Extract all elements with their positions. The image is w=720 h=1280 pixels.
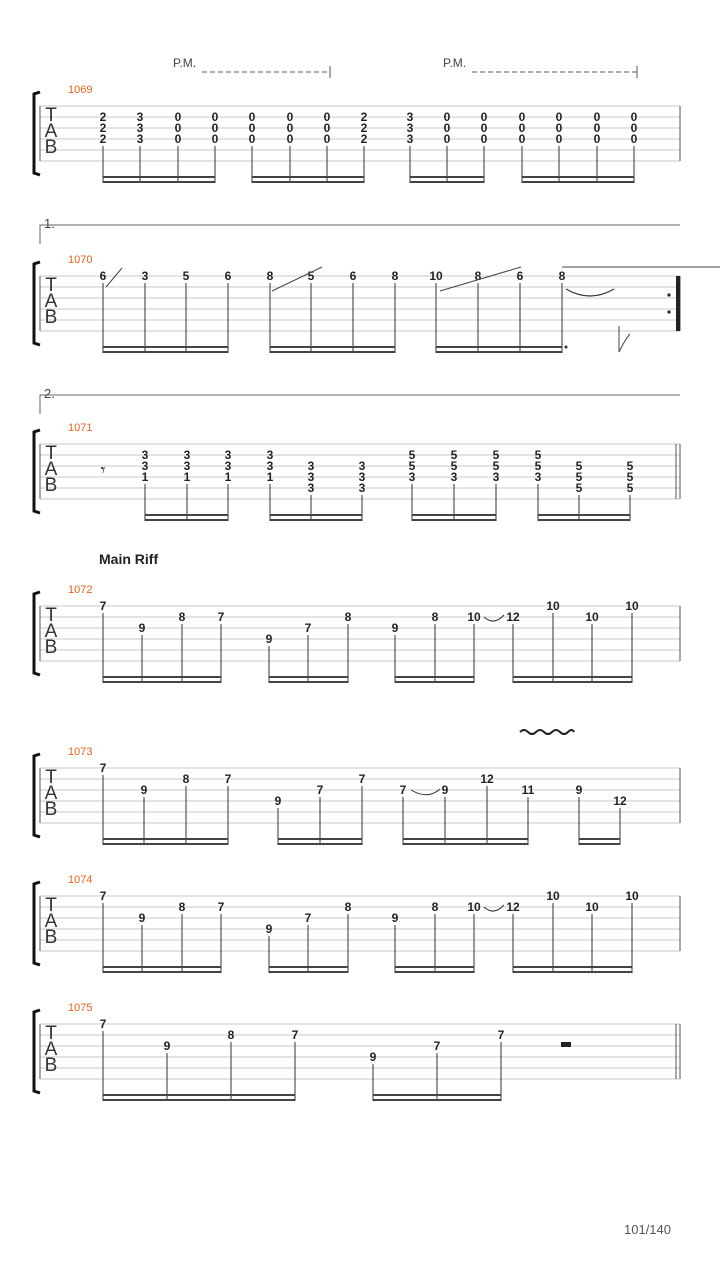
beam	[412, 514, 496, 516]
fret-number: 0	[593, 132, 601, 146]
beam	[252, 176, 364, 178]
volta-bracket	[40, 395, 680, 414]
fret-number: 2	[99, 121, 107, 135]
fret-number: 7	[99, 599, 107, 613]
tab-clef-letter: A	[44, 459, 58, 480]
fret-number: 3	[408, 470, 416, 484]
tab-clef-letter: B	[44, 307, 58, 328]
fret-number: 0	[248, 121, 256, 135]
fret-number: 7	[217, 610, 225, 624]
fret-number: 8	[178, 900, 186, 914]
fret-number: 3	[183, 459, 191, 473]
fret-number: 5	[534, 448, 542, 462]
fret-number: 0	[174, 110, 182, 124]
beam	[103, 681, 221, 683]
fret-number: 3	[183, 448, 191, 462]
fret-number: 8	[344, 610, 352, 624]
beam	[278, 838, 362, 840]
beam	[269, 676, 348, 678]
fret-number: 3	[136, 110, 144, 124]
fret-number: 3	[358, 459, 366, 473]
fret-number: 0	[286, 132, 294, 146]
fret-number: 5	[575, 470, 583, 484]
fret-number: 5	[408, 459, 416, 473]
fret-number: 7	[224, 772, 232, 786]
fret-number: 9	[274, 794, 282, 808]
beam	[103, 176, 215, 178]
fret-number: 3	[141, 448, 149, 462]
tab-system	[34, 422, 680, 521]
fret-number: 3	[307, 470, 315, 484]
fret-number: 0	[174, 121, 182, 135]
fret-number: 5	[534, 459, 542, 473]
fret-number: 7	[433, 1039, 441, 1053]
fret-number: 0	[480, 121, 488, 135]
measure-number: 1073	[68, 746, 93, 758]
fret-number: 2	[99, 132, 107, 146]
tab-clef-letter: T	[45, 767, 57, 788]
tab-clef-letter: B	[44, 1055, 58, 1076]
fret-number: 11	[521, 783, 535, 797]
tab-clef-letter: T	[45, 605, 57, 626]
system-bracket	[34, 92, 40, 175]
fret-number: 0	[211, 121, 219, 135]
fret-number: 3	[141, 459, 149, 473]
fret-number: 10	[585, 610, 599, 624]
fret-number: 10	[546, 599, 560, 613]
beam	[270, 519, 362, 521]
fret-number: 0	[555, 110, 563, 124]
beam	[252, 181, 364, 183]
fret-number: 0	[286, 121, 294, 135]
beam	[103, 843, 228, 845]
fret-number: 9	[138, 621, 146, 635]
fret-number: 9	[575, 783, 583, 797]
fret-number: 8	[558, 269, 566, 283]
beam	[513, 971, 632, 973]
page-number: 101/140	[624, 1222, 671, 1237]
measure-number: 1074	[68, 874, 93, 886]
fret-number: 8	[344, 900, 352, 914]
fret-number: 5	[626, 470, 634, 484]
tie-arc	[566, 289, 614, 296]
measure-number: 1071	[68, 422, 93, 434]
fret-number: 7	[497, 1028, 505, 1042]
beam	[395, 971, 474, 973]
fret-number: 0	[323, 132, 331, 146]
beam	[412, 519, 496, 521]
fret-number: 9	[265, 922, 273, 936]
fret-number: 5	[626, 481, 634, 495]
fret-number: 0	[630, 132, 638, 146]
fret-number: 3	[224, 459, 232, 473]
measure-number: 1075	[68, 1002, 93, 1014]
dot	[565, 346, 568, 349]
fret-number: 1	[224, 470, 232, 484]
measure-number: 1072	[68, 584, 93, 596]
fret-number: 0	[630, 121, 638, 135]
fret-number: 5	[492, 459, 500, 473]
fret-number: 5	[408, 448, 416, 462]
beam	[103, 346, 228, 348]
tab-clef-letter: T	[45, 1023, 57, 1044]
beam	[103, 1094, 295, 1096]
beam	[269, 966, 348, 968]
fret-number: 3	[266, 459, 274, 473]
fret-number: 0	[174, 132, 182, 146]
tab-clef-letter: A	[44, 291, 58, 312]
fret-number: 7	[99, 1017, 107, 1031]
beam	[579, 843, 620, 845]
fret-number: 8	[431, 610, 439, 624]
beam	[145, 514, 228, 516]
fret-number: 10	[625, 889, 639, 903]
fret-number: 8	[182, 772, 190, 786]
tab-clef-letter: B	[44, 637, 58, 658]
beam	[410, 176, 484, 178]
fret-number: 3	[534, 470, 542, 484]
fret-number: 12	[506, 610, 520, 624]
fret-number: 9	[391, 911, 399, 925]
fret-number: 1	[183, 470, 191, 484]
fret-number: 0	[323, 121, 331, 135]
fret-number: 3	[406, 110, 414, 124]
beam	[103, 351, 228, 353]
fret-number: 3	[224, 448, 232, 462]
fret-number: 8	[178, 610, 186, 624]
beam	[103, 1099, 295, 1101]
beam	[403, 838, 528, 840]
tab-clef-letter: A	[44, 621, 58, 642]
fret-number: 5	[182, 269, 190, 283]
volta-bracket	[40, 225, 680, 244]
beam	[436, 346, 562, 348]
tab-system	[34, 254, 680, 353]
fret-number: 7	[316, 783, 324, 797]
fret-number: 3	[307, 459, 315, 473]
tab-clef-letter: A	[44, 1039, 58, 1060]
tab-clef-letter: T	[45, 895, 57, 916]
beam	[270, 514, 362, 516]
beam	[270, 346, 395, 348]
fret-number: 3	[358, 481, 366, 495]
beam	[522, 176, 634, 178]
fret-number: 5	[575, 481, 583, 495]
fret-number: 0	[443, 121, 451, 135]
tab-clef-letter: T	[45, 275, 57, 296]
beam	[579, 838, 620, 840]
fret-number: 7	[99, 889, 107, 903]
beam	[103, 181, 215, 183]
fret-number: 12	[480, 772, 494, 786]
fret-number: 5	[307, 269, 315, 283]
fret-number: 7	[304, 621, 312, 635]
beam	[395, 681, 474, 683]
section-title: Main Riff	[99, 551, 159, 567]
fret-number: 8	[266, 269, 274, 283]
fret-number: 5	[450, 459, 458, 473]
system-bracket	[34, 262, 40, 345]
system-bracket	[34, 1010, 40, 1093]
fret-number: 7	[358, 772, 366, 786]
fret-number: 3	[266, 448, 274, 462]
slide-line	[106, 268, 122, 287]
tab-system	[34, 746, 680, 845]
fret-number: 7	[99, 761, 107, 775]
fret-number: 5	[450, 448, 458, 462]
fret-number: 9	[369, 1050, 377, 1064]
beam	[513, 966, 632, 968]
measure-number: 1070	[68, 254, 93, 266]
tab-system	[34, 84, 680, 183]
volta-first-ending: 1.	[44, 216, 55, 231]
fret-number: 0	[555, 132, 563, 146]
fret-number: 0	[248, 110, 256, 124]
palm-mute-label: P.M.	[443, 56, 467, 70]
fret-number: 3	[406, 132, 414, 146]
beam	[522, 181, 634, 183]
fret-number: 0	[518, 121, 526, 135]
fret-number: 9	[265, 632, 273, 646]
tab-clef-letter: B	[44, 137, 58, 158]
fret-number: 3	[406, 121, 414, 135]
tab-system	[34, 1002, 680, 1101]
fret-number: 10	[467, 900, 481, 914]
fret-number: 6	[516, 269, 524, 283]
fret-number: 2	[360, 121, 368, 135]
beam	[395, 966, 474, 968]
fret-number: 8	[474, 269, 482, 283]
beam	[513, 676, 632, 678]
beam	[538, 519, 630, 521]
fret-number: 7	[217, 900, 225, 914]
measure-number: 1069	[68, 84, 93, 96]
tab-system	[34, 584, 680, 683]
beam	[436, 351, 562, 353]
fret-number: 10	[546, 889, 560, 903]
fret-number: 0	[518, 132, 526, 146]
beam	[278, 843, 362, 845]
beam	[373, 1099, 501, 1101]
fret-number: 3	[307, 481, 315, 495]
note-flag	[619, 326, 630, 352]
fret-number: 3	[136, 132, 144, 146]
beam	[395, 676, 474, 678]
beam	[145, 519, 228, 521]
fret-number: 7	[399, 783, 407, 797]
hammer-on-arc	[484, 615, 504, 621]
fret-number: 6	[224, 269, 232, 283]
beam	[103, 966, 221, 968]
fret-number: 9	[140, 783, 148, 797]
tab-clef-letter: A	[44, 911, 58, 932]
system-bracket	[34, 592, 40, 675]
beam	[103, 676, 221, 678]
fret-number: 0	[211, 110, 219, 124]
fret-number: 0	[593, 110, 601, 124]
fret-number: 2	[360, 110, 368, 124]
fret-number: 0	[518, 110, 526, 124]
fret-number: 1	[266, 470, 274, 484]
beam	[103, 838, 228, 840]
fret-number: 3	[141, 269, 149, 283]
fret-number: 2	[360, 132, 368, 146]
half-rest-icon	[561, 1042, 571, 1047]
system-bracket	[34, 754, 40, 837]
tab-clef-letter: B	[44, 799, 58, 820]
fret-number: 0	[555, 121, 563, 135]
fret-number: 10	[585, 900, 599, 914]
fret-number: 0	[630, 110, 638, 124]
fret-number: 0	[593, 121, 601, 135]
tab-clef-letter: T	[45, 443, 57, 464]
eighth-rest-icon: 𝄾	[100, 460, 106, 481]
fret-number: 5	[492, 448, 500, 462]
beam	[410, 181, 484, 183]
beam	[373, 1094, 501, 1096]
system-bracket	[34, 430, 40, 513]
fret-number: 0	[443, 132, 451, 146]
beam	[103, 971, 221, 973]
fret-number: 3	[450, 470, 458, 484]
fret-number: 8	[431, 900, 439, 914]
beam	[403, 843, 528, 845]
fret-number: 0	[286, 110, 294, 124]
fret-number: 5	[575, 459, 583, 473]
fret-number: 8	[227, 1028, 235, 1042]
tab-clef-letter: B	[44, 475, 58, 496]
palm-mute-label: P.M.	[173, 56, 197, 70]
repeat-end-bar	[676, 276, 680, 331]
fret-number: 0	[480, 132, 488, 146]
fret-number: 9	[138, 911, 146, 925]
beam	[270, 351, 395, 353]
fret-number: 3	[136, 121, 144, 135]
beam	[538, 514, 630, 516]
beam	[269, 681, 348, 683]
repeat-dot	[667, 293, 670, 296]
fret-number: 1	[141, 470, 149, 484]
fret-number: 7	[304, 911, 312, 925]
system-bracket	[34, 882, 40, 965]
repeat-dot	[667, 310, 670, 313]
tab-clef-letter: B	[44, 927, 58, 948]
fret-number: 12	[506, 900, 520, 914]
fret-number: 3	[492, 470, 500, 484]
fret-number: 10	[625, 599, 639, 613]
fret-number: 0	[248, 132, 256, 146]
tab-clef-letter: T	[45, 105, 57, 126]
fret-number: 7	[291, 1028, 299, 1042]
fret-number: 10	[429, 269, 443, 283]
tab-system	[34, 874, 680, 973]
fret-number: 12	[613, 794, 627, 808]
fret-number: 9	[441, 783, 449, 797]
beam	[269, 971, 348, 973]
hammer-on-arc	[484, 905, 504, 911]
fret-number: 0	[443, 110, 451, 124]
fret-number: 0	[480, 110, 488, 124]
fret-number: 6	[99, 269, 107, 283]
fret-number: 6	[349, 269, 357, 283]
fret-number: 5	[626, 459, 634, 473]
fret-number: 0	[211, 132, 219, 146]
fret-number: 10	[467, 610, 481, 624]
fret-number: 8	[391, 269, 399, 283]
tab-clef-letter: A	[44, 121, 58, 142]
volta-second-ending: 2.	[44, 386, 55, 401]
fret-number: 9	[163, 1039, 171, 1053]
vibrato-icon	[520, 730, 574, 734]
beam	[513, 681, 632, 683]
fret-number: 0	[323, 110, 331, 124]
fret-number: 9	[391, 621, 399, 635]
fret-number: 2	[99, 110, 107, 124]
fret-number: 3	[358, 470, 366, 484]
tab-clef-letter: A	[44, 783, 58, 804]
